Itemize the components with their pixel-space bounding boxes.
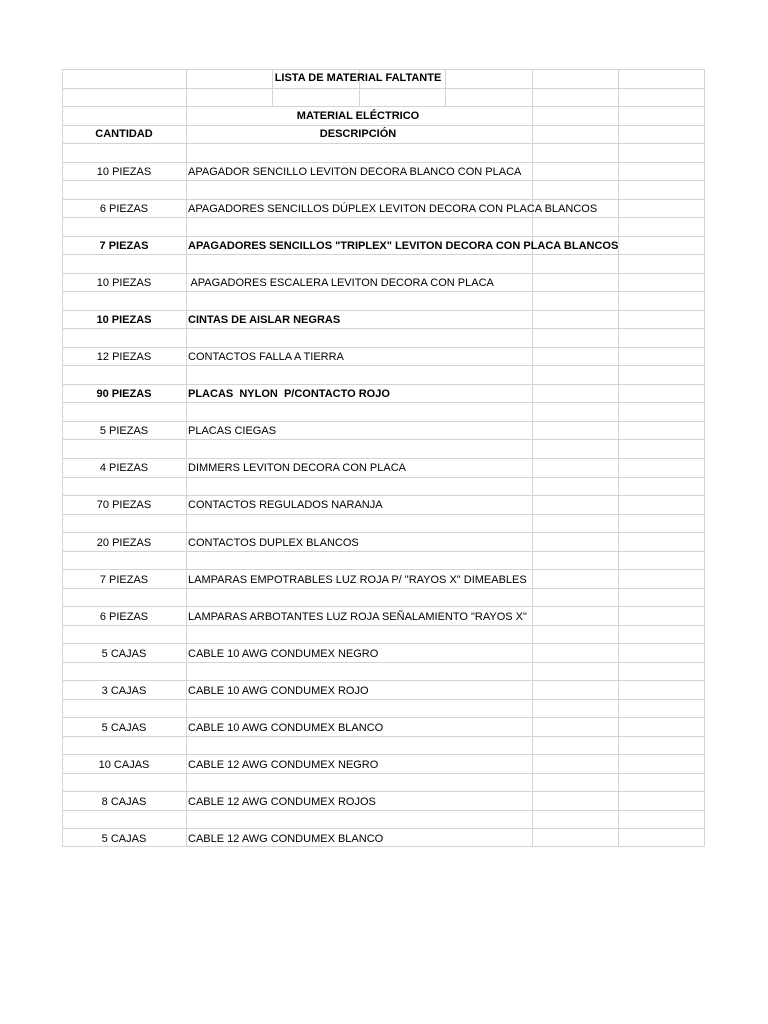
item-quantity: 3 CAJAS — [101, 685, 147, 697]
item-quantity: 8 CAJAS — [101, 796, 147, 808]
document-title: LISTA DE MATERIAL FALTANTE — [274, 72, 442, 84]
item-description: CINTAS DE AISLAR NEGRAS — [188, 314, 341, 326]
item-quantity: 10 PIEZAS — [96, 277, 152, 289]
spreadsheet-page — [62, 69, 705, 847]
table-row — [62, 164, 705, 182]
item-description: PLACAS NYLON P/CONTACTO ROJO — [188, 388, 390, 400]
item-description: APAGADORES ESCALERA LEVITON DECORA CON PLACA — [188, 277, 494, 289]
item-description: DIMMERS LEVITON DECORA CON PLACA — [188, 462, 407, 474]
item-quantity: 5 CAJAS — [101, 648, 147, 660]
table-row — [62, 460, 705, 478]
item-description: CONTACTOS FALLA A TIERRA — [188, 351, 344, 363]
table-row — [62, 683, 705, 701]
item-quantity: 20 PIEZAS — [96, 537, 152, 549]
item-quantity: 10 PIEZAS — [96, 166, 152, 178]
item-description: LAMPARAS EMPOTRABLES LUZ ROJA P/ "RAYOS X" DIMEABLES — [188, 574, 527, 586]
section-title: MATERIAL ELÉCTRICO — [296, 110, 420, 122]
item-quantity: 5 CAJAS — [101, 722, 147, 734]
item-quantity: 7 PIEZAS — [99, 574, 149, 586]
column-header-description: DESCRIPCIÓN — [319, 128, 397, 140]
item-description: APAGADOR SENCILLO LEVITON DECORA BLANCO CON PLACA — [188, 166, 522, 178]
item-description: LAMPARAS ARBOTANTES LUZ ROJA SEÑALAMIENTO "RAYOS X" — [188, 611, 527, 623]
table-row — [62, 757, 705, 775]
column-header-quantity: CANTIDAD — [95, 128, 153, 140]
item-quantity: 5 PIEZAS — [99, 425, 149, 437]
item-quantity: 6 PIEZAS — [99, 203, 149, 215]
item-description: CABLE 12 AWG CONDUMEX BLANCO — [188, 833, 384, 845]
item-description: APAGADORES SENCILLOS DÚPLEX LEVITON DECORA CON PLACA BLANCOS — [188, 203, 598, 215]
item-description: CABLE 12 AWG CONDUMEX NEGRO — [188, 759, 379, 771]
table-row — [62, 423, 705, 441]
item-quantity: 12 PIEZAS — [96, 351, 152, 363]
table-row — [62, 497, 705, 515]
item-description: CONTACTOS DUPLEX BLANCOS — [188, 537, 359, 549]
table-row — [62, 572, 705, 590]
item-description: CONTACTOS REGULADOS NARANJA — [188, 499, 383, 511]
item-quantity: 70 PIEZAS — [96, 499, 152, 511]
table-row — [62, 275, 705, 293]
item-description: CABLE 10 AWG CONDUMEX NEGRO — [188, 648, 379, 660]
item-quantity: 5 CAJAS — [101, 833, 147, 845]
item-quantity: 90 PIEZAS — [96, 388, 152, 400]
table-row — [62, 646, 705, 664]
item-quantity: 7 PIEZAS — [99, 240, 149, 252]
item-description: CABLE 10 AWG CONDUMEX BLANCO — [188, 722, 384, 734]
table-row — [62, 349, 705, 367]
table-row — [62, 831, 705, 849]
table-row — [62, 720, 705, 738]
table-row — [62, 386, 705, 404]
table-row — [62, 238, 705, 256]
item-description: CABLE 12 AWG CONDUMEX ROJOS — [188, 796, 376, 808]
item-description: CABLE 10 AWG CONDUMEX ROJO — [188, 685, 369, 697]
table-row — [62, 609, 705, 627]
table-row — [62, 794, 705, 812]
item-description: PLACAS CIEGAS — [188, 425, 277, 437]
item-description: APAGADORES SENCILLOS "TRIPLEX" LEVITON DECORA CON PLACA BLANCOS — [188, 240, 619, 252]
item-quantity: 6 PIEZAS — [99, 611, 149, 623]
item-quantity: 10 PIEZAS — [96, 314, 152, 326]
table-row — [62, 201, 705, 219]
table-row — [62, 535, 705, 553]
table-row — [62, 312, 705, 330]
item-quantity: 4 PIEZAS — [99, 462, 149, 474]
item-quantity: 10 CAJAS — [98, 759, 150, 771]
